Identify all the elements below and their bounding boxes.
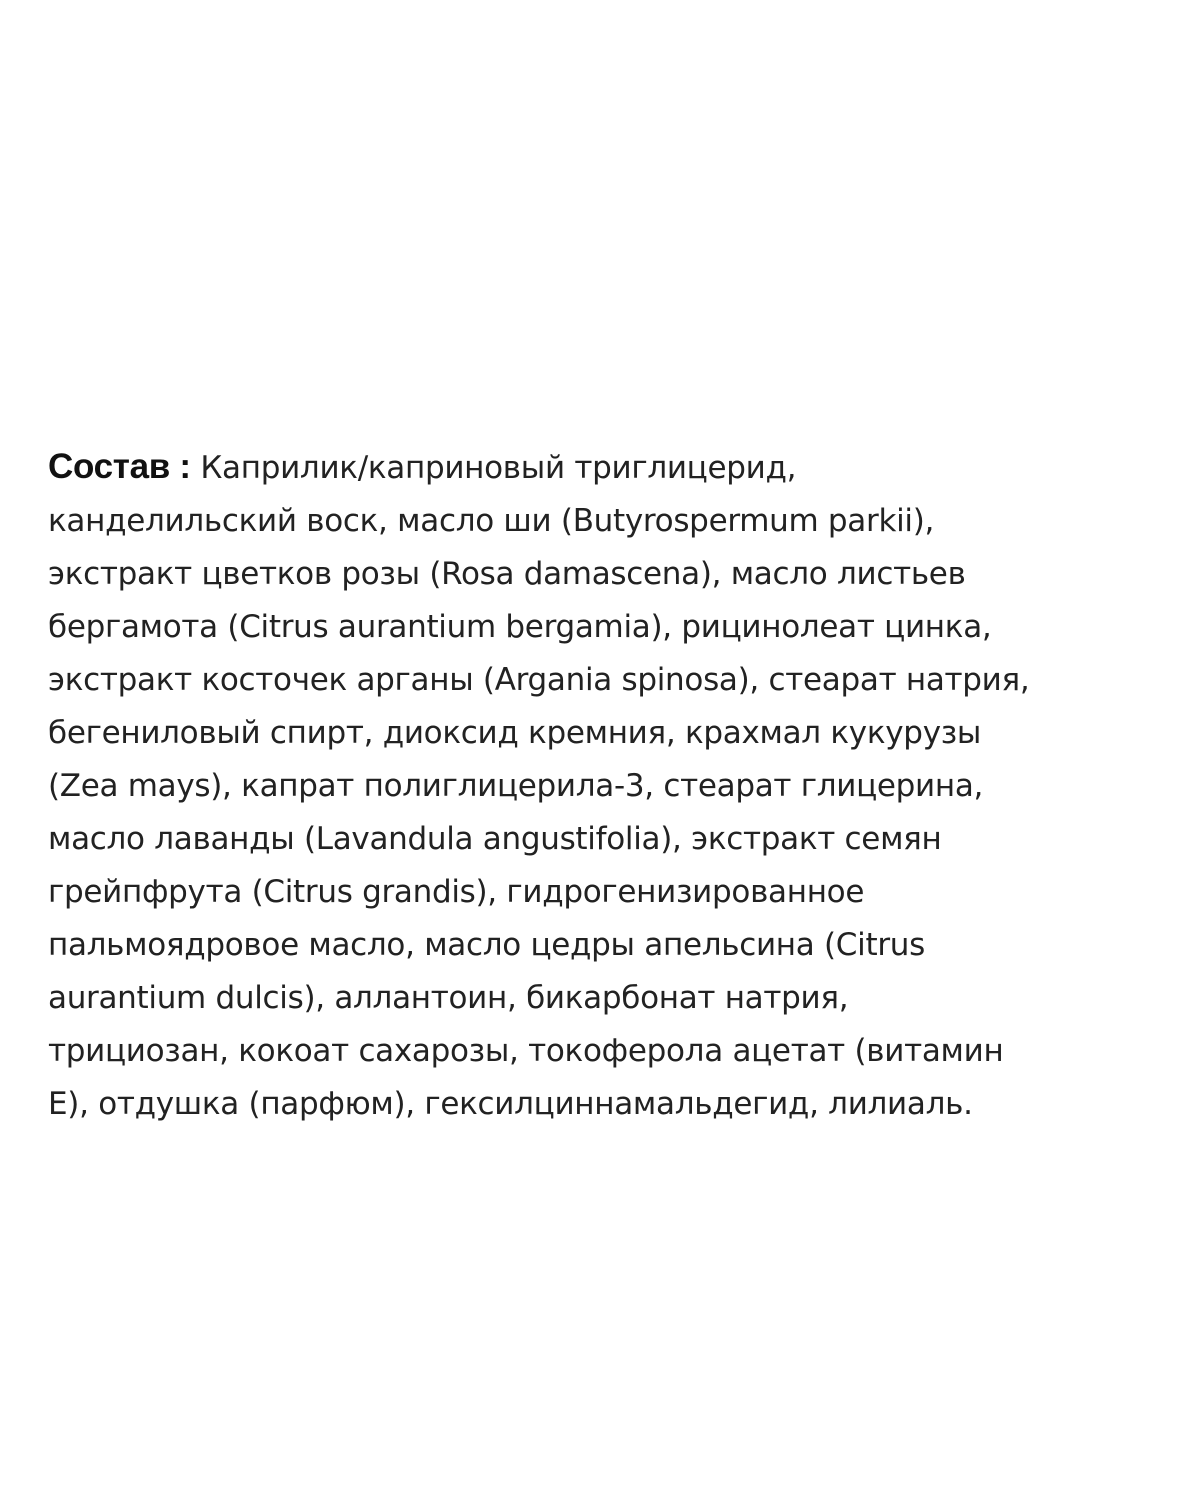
ingredients-line: бегениловый спирт, диоксид кремния, крахмал кукурузы	[48, 715, 982, 751]
ingredients-line: трициозан, кокоат сахарозы, токоферола ацетат (витамин	[48, 1033, 1004, 1069]
ingredients-text-line: Каприлик/каприновый триглицерид,	[200, 450, 797, 486]
ingredients-text	[48, 440, 1158, 1131]
ingredients-line: E), отдушка (парфюм), гексилциннамальдегид, лилиаль.	[48, 1086, 973, 1122]
ingredients-line: (Zea mays), капрат полиглицерила-3, стеарат глицерина,	[48, 768, 984, 804]
ingredients-line: грейпфрута (Citrus grandis), гидрогенизированное	[48, 874, 865, 910]
ingredients-line: масло лаванды (Lavandula angustifolia), экстракт семян	[48, 821, 942, 857]
ingredients-line: бергамота (Citrus aurantium bergamia), рицинолеат цинка,	[48, 609, 992, 645]
ingredients-line: канделильский воск, масло ши (Butyrospermum parkii),	[48, 503, 935, 539]
ingredients-line: aurantium dulcis), аллантоин, бикарбонат натрия,	[48, 980, 849, 1016]
ingredients-line: пальмоядровое масло, масло цедры апельсина (Citrus	[48, 927, 925, 963]
ingredients-line	[48, 440, 1158, 495]
ingredients-line: экстракт цветков розы (Rosa damascena), масло листьев	[48, 556, 966, 592]
composition-label: Состав :	[48, 447, 191, 486]
ingredients-line: экстракт косточек арганы (Argania spinosa), стеарат натрия,	[48, 662, 1030, 698]
